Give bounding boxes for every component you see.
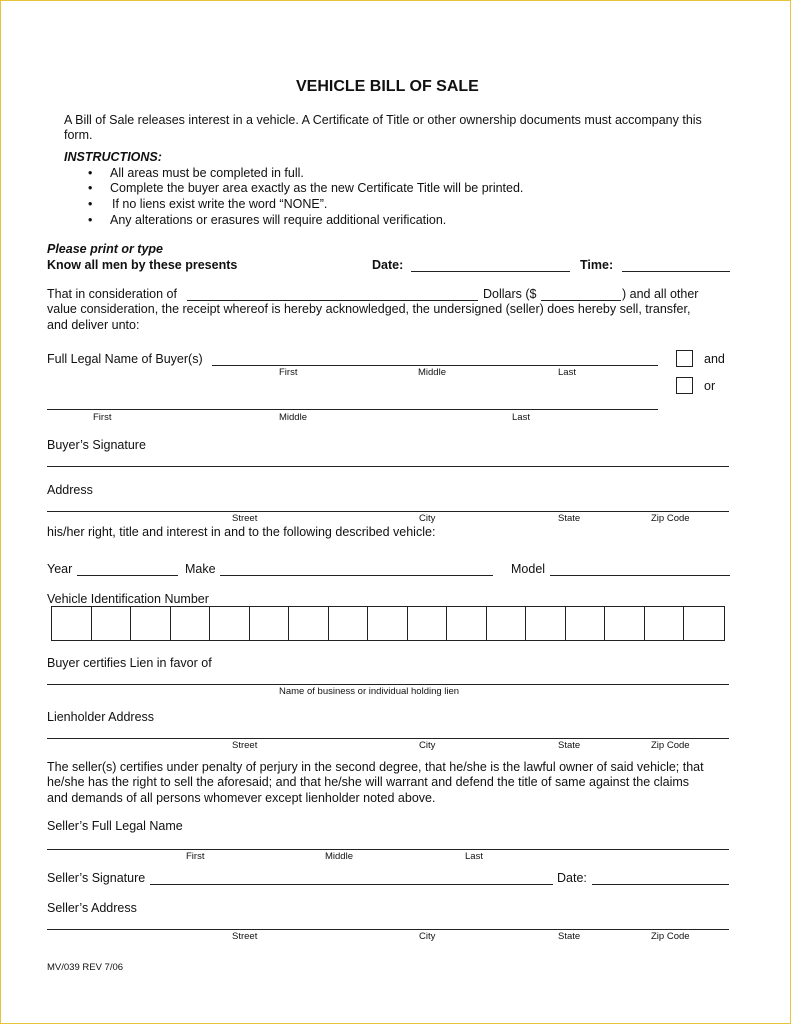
certification-line-3: and demands of all persons whomever except lienholder noted above. <box>47 791 436 805</box>
consideration-line-3: and deliver unto: <box>47 318 140 332</box>
vin-character-box[interactable] <box>289 607 329 640</box>
seller-name-field[interactable] <box>47 849 729 850</box>
vin-character-box[interactable] <box>131 607 171 640</box>
dollars-amount-field[interactable] <box>541 300 621 301</box>
lien-caption: Name of business or individual holding lien <box>279 686 460 697</box>
instructions-heading: INSTRUCTIONS: <box>64 150 162 164</box>
buyer-name-label: Full Legal Name of Buyer(s) <box>47 352 203 366</box>
year-label: Year <box>47 562 73 576</box>
bullet-icon: • <box>88 166 93 180</box>
model-label: Model <box>511 562 546 576</box>
vin-character-box[interactable] <box>645 607 685 640</box>
vin-input-grid[interactable] <box>51 606 725 641</box>
vin-character-box[interactable] <box>368 607 408 640</box>
street-caption: Street <box>232 513 258 524</box>
consideration-text-end: ) and all other <box>622 287 699 301</box>
seller-signature-label: Seller’s Signature <box>47 871 146 885</box>
vin-character-box[interactable] <box>487 607 527 640</box>
vin-character-box[interactable] <box>171 607 211 640</box>
instruction-item: If no liens exist write the word “NONE”. <box>112 197 328 211</box>
seller-date-field[interactable] <box>592 884 729 885</box>
first-caption: First <box>186 851 205 862</box>
and-checkbox[interactable] <box>676 350 693 367</box>
lienholder-address-field[interactable] <box>47 738 729 739</box>
and-label: and <box>704 352 725 366</box>
last-caption: Last <box>558 367 576 378</box>
city-caption: City <box>419 740 436 751</box>
vin-character-box[interactable] <box>92 607 132 640</box>
zip-caption: Zip Code <box>651 931 690 942</box>
buyer-signature-field[interactable] <box>47 466 729 467</box>
vin-character-box[interactable] <box>447 607 487 640</box>
consideration-text: That in consideration of <box>47 287 177 301</box>
vin-character-box[interactable] <box>250 607 290 640</box>
street-caption: Street <box>232 931 258 942</box>
state-caption: State <box>558 513 581 524</box>
seller-address-label: Seller’s Address <box>47 901 137 915</box>
first-caption: First <box>93 412 112 423</box>
know-all-men-text: Know all men by these presents <box>47 258 238 272</box>
form-number: MV/039 REV 7/06 <box>47 962 124 973</box>
time-field[interactable] <box>622 271 730 272</box>
vin-character-box[interactable] <box>210 607 250 640</box>
consideration-line-2: value consideration, the receipt whereof is hereby acknowledged, the undersigned (seller) does hereby sell, transfer, <box>47 302 691 316</box>
buyer-name-field-1[interactable] <box>212 365 658 366</box>
middle-caption: Middle <box>325 851 353 862</box>
seller-name-label: Seller’s Full Legal Name <box>47 819 183 833</box>
seller-signature-field[interactable] <box>150 884 553 885</box>
buyer-name-field-2[interactable] <box>47 409 658 410</box>
lien-field[interactable] <box>47 684 729 685</box>
bullet-icon: • <box>88 197 93 211</box>
instruction-item: All areas must be completed in full. <box>110 166 304 180</box>
zip-caption: Zip Code <box>651 740 690 751</box>
print-or-type-note: Please print or type <box>47 242 164 256</box>
city-caption: City <box>419 513 436 524</box>
bullet-icon: • <box>88 181 93 195</box>
lien-label: Buyer certifies Lien in favor of <box>47 656 212 670</box>
dollars-label: Dollars ($ <box>483 287 537 301</box>
lienholder-address-label: Lienholder Address <box>47 710 155 724</box>
state-caption: State <box>558 740 581 751</box>
city-caption: City <box>419 931 436 942</box>
vin-character-box[interactable] <box>684 607 724 640</box>
time-label: Time: <box>580 258 614 272</box>
vin-character-box[interactable] <box>329 607 369 640</box>
model-field[interactable] <box>550 575 730 576</box>
date-label: Date: <box>372 258 404 272</box>
year-field[interactable] <box>77 575 178 576</box>
last-caption: Last <box>512 412 530 423</box>
or-checkbox[interactable] <box>676 377 693 394</box>
address-label: Address <box>47 483 93 497</box>
or-label: or <box>704 379 716 393</box>
zip-caption: Zip Code <box>651 513 690 524</box>
consideration-amount-words-field[interactable] <box>187 300 478 301</box>
instruction-item: Any alterations or erasures will require additional verification. <box>110 213 447 227</box>
bullet-icon: • <box>88 213 93 227</box>
seller-address-field[interactable] <box>47 929 729 930</box>
middle-caption: Middle <box>418 367 446 378</box>
seller-date-label: Date: <box>557 871 587 885</box>
intro-text-line-1: A Bill of Sale releases interest in a vehicle. A Certificate of Title or other ownership documents must accompany this <box>64 113 702 127</box>
middle-caption: Middle <box>279 412 307 423</box>
make-field[interactable] <box>220 575 493 576</box>
vin-character-box[interactable] <box>566 607 606 640</box>
make-label: Make <box>185 562 216 576</box>
certification-line-1: The seller(s) certifies under penalty of perjury in the second degree, that he/she is the lawful owner of said vehicle; that <box>47 760 704 774</box>
instruction-item: Complete the buyer area exactly as the new Certificate Title will be printed. <box>110 181 524 195</box>
address-field[interactable] <box>47 511 729 512</box>
intro-text-line-2: form. <box>64 128 93 142</box>
form-title: VEHICLE BILL OF SALE <box>296 78 479 95</box>
vin-character-box[interactable] <box>526 607 566 640</box>
last-caption: Last <box>465 851 483 862</box>
vehicle-intro-text: his/her right, title and interest in and to the following described vehicle: <box>47 525 436 539</box>
date-field[interactable] <box>411 271 570 272</box>
vin-character-box[interactable] <box>52 607 92 640</box>
street-caption: Street <box>232 740 258 751</box>
vin-character-box[interactable] <box>605 607 645 640</box>
first-caption: First <box>279 367 298 378</box>
certification-line-2: he/she has the right to sell the aforesaid; and that he/she will warrant and defend the title of same against the claims <box>47 775 690 789</box>
vin-character-box[interactable] <box>408 607 448 640</box>
buyer-signature-label: Buyer’s Signature <box>47 438 146 452</box>
vin-label: Vehicle Identification Number <box>47 592 209 606</box>
state-caption: State <box>558 931 581 942</box>
